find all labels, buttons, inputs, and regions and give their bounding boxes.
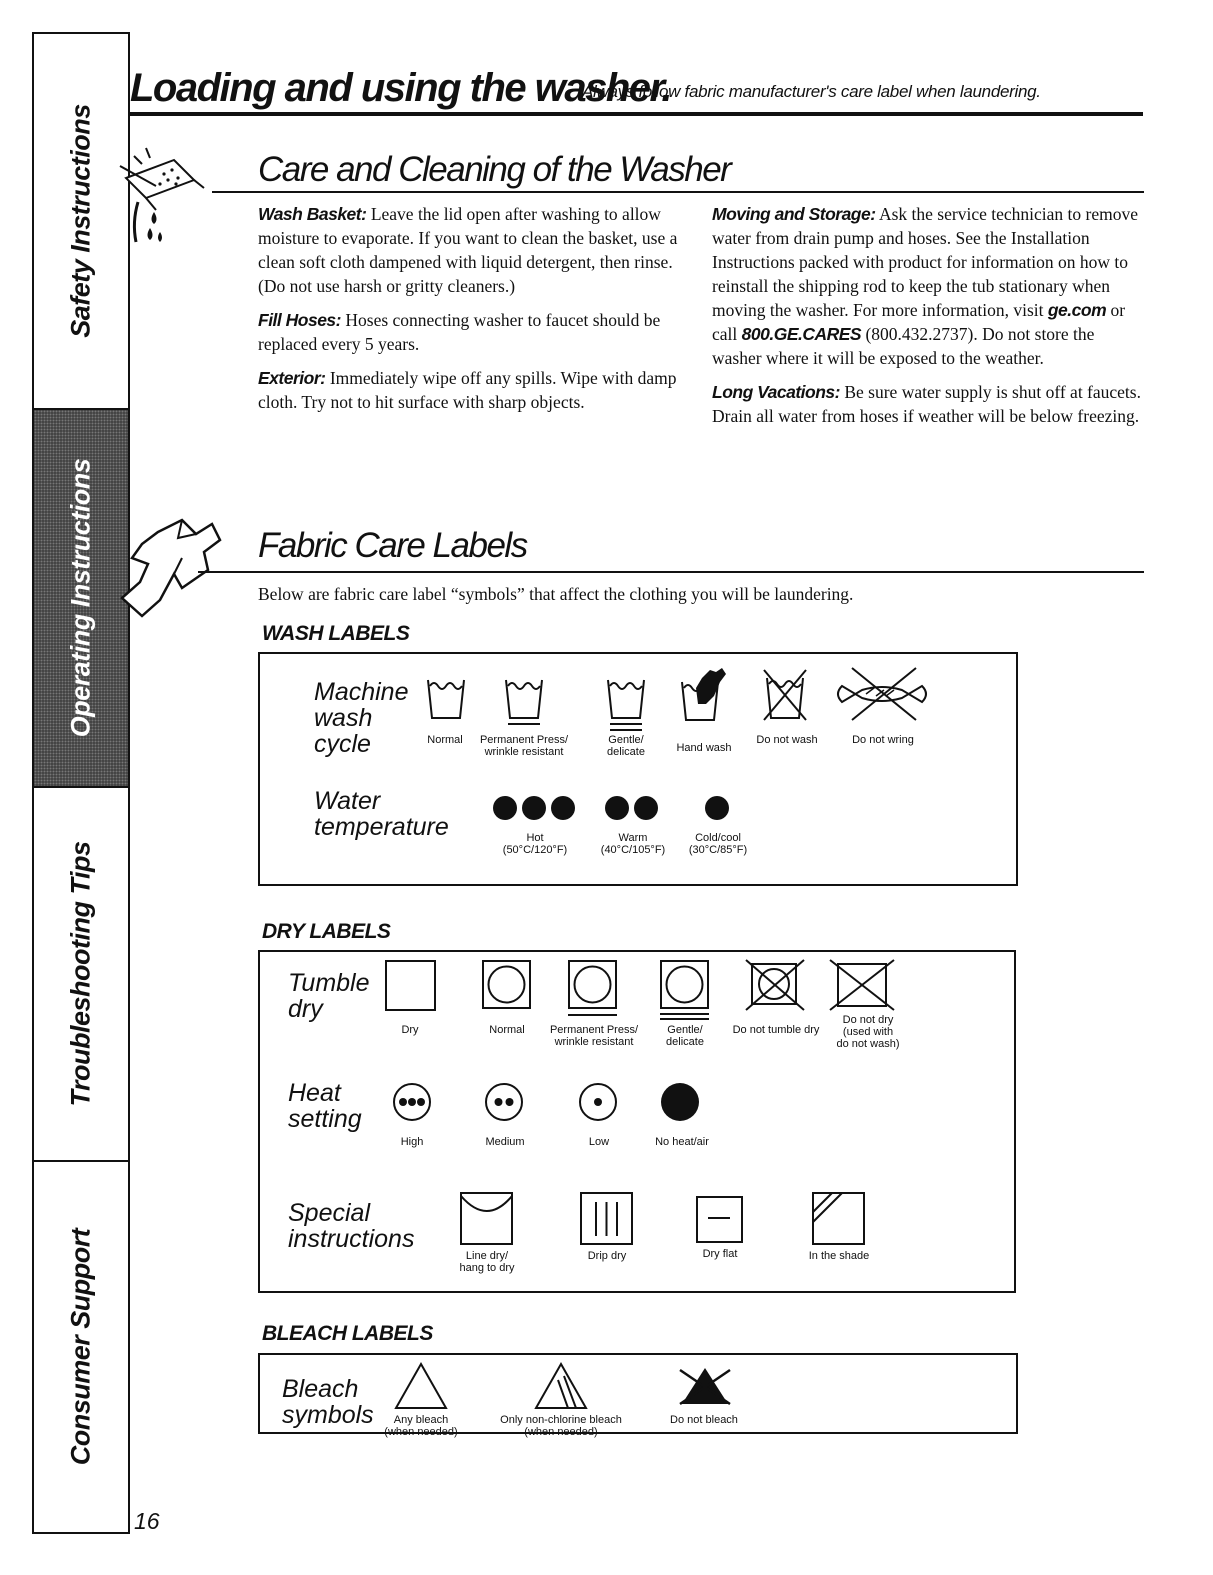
caption-do-not-dry: Do not dry (used with do not wash) — [836, 1014, 900, 1050]
caption-line-dry: Line dry/ hang to dry — [459, 1250, 515, 1274]
header-rule — [130, 112, 1143, 116]
care-right-column: Moving and Storage: Ask the service technician to remove water from drain pump and hoses. See the Installation Instructions packed with product for information on how to reinstall the shipping rod to keep the tub stationary when moving the washer. For more information, visit ge.com or call 800.GE.CARES (800.432.2737). Do not store the washer where it will be exposed to the weather. Long Vacations: Be sure water supply is shut off at faucets. Drain all water from hoses if weather will be below freezing. — [712, 204, 1141, 426]
caption-gentle: Gentle/ delicate — [607, 734, 645, 758]
care-left-column: Wash Basket: Leave the lid open after washing to allow moisture to evaporate. If you want to clean the basket, use a clean soft cloth dampened with liquid detergent, then rinse. (Do not use harsh or gritty cleaners.) Fill Hoses: Hoses connecting washer to faucet should be replaced every 5 years. Exterior: Immediately wipe off any spills. Wipe with damp cloth. Try not to hit surface with sharp objects. — [258, 204, 678, 412]
caption-tumble-permanent-press: Permanent Press/ wrinkle resistant — [549, 1024, 639, 1048]
heat-setting-label: Heat setting — [288, 1079, 362, 1133]
page-number: 16 — [134, 1508, 160, 1534]
heat-low-icon — [578, 1082, 620, 1124]
wash-labels-heading: WASH LABELS — [262, 622, 410, 645]
caption-no-heat: No heat/air — [655, 1136, 709, 1148]
dry-flat-icon — [696, 1196, 744, 1244]
section-rule — [198, 571, 1144, 573]
section-rule — [212, 191, 1144, 193]
cleaning-sponge-icon — [116, 140, 206, 250]
caption-tumble-gentle: Gentle/ delicate — [666, 1024, 704, 1048]
caption-dry: Dry — [401, 1024, 419, 1036]
caption-in-the-shade: In the shade — [808, 1250, 870, 1262]
non-chlorine-bleach-icon — [534, 1362, 588, 1410]
caption-low: Low — [588, 1136, 610, 1148]
do-not-bleach-icon — [676, 1364, 734, 1408]
hot-water-icon — [492, 794, 578, 824]
warm-water-icon — [604, 794, 660, 824]
heat-medium-icon — [484, 1082, 526, 1124]
caption-any-bleach: Any bleach (when needed) — [384, 1414, 458, 1438]
caption-do-not-wash: Do not wash — [756, 734, 818, 746]
do-not-tumble-dry-icon — [746, 960, 806, 1012]
caption-do-not-bleach: Do not bleach — [670, 1414, 738, 1426]
tumble-permanent-press-icon — [568, 960, 618, 1018]
caption-drip-dry: Drip dry — [587, 1250, 627, 1262]
caption-permanent-press: Permanent Press/ wrinkle resistant — [479, 734, 569, 758]
caption-do-not-wring: Do not wring — [852, 734, 914, 746]
caption-medium: Medium — [485, 1136, 525, 1148]
heat-high-icon — [392, 1082, 434, 1124]
wash-normal-icon — [426, 676, 466, 722]
tab-troubleshooting-tips[interactable]: Troubleshooting Tips — [34, 788, 128, 1162]
caption-hand-wash: Hand wash — [676, 742, 732, 754]
cold-water-icon — [704, 794, 732, 824]
do-not-wring-icon — [836, 664, 932, 724]
caption-cold: Cold/cool (30°C/85°F) — [688, 832, 748, 856]
section-title-care-cleaning: Care and Cleaning of the Washer — [258, 150, 731, 189]
bleach-labels-heading: BLEACH LABELS — [262, 1322, 433, 1345]
tumble-gentle-icon — [660, 960, 710, 1022]
no-heat-icon — [660, 1082, 702, 1124]
tab-safety-instructions[interactable]: Safety Instructions — [34, 34, 128, 410]
shirt-icon — [112, 504, 222, 624]
page-subtitle: Always follow fabric manufacturer's care label when laundering. — [582, 82, 1041, 101]
sidebar-nav — [32, 32, 130, 1534]
dry-in-shade-icon — [812, 1192, 866, 1246]
drip-dry-icon — [580, 1192, 634, 1246]
wash-gentle-icon — [606, 676, 646, 734]
special-instructions-label: Special instructions — [288, 1199, 415, 1253]
caption-high: High — [400, 1136, 424, 1148]
tumble-dry-label: Tumble dry — [288, 969, 370, 1023]
tab-consumer-support[interactable]: Consumer Support — [65, 1228, 96, 1466]
tumble-normal-icon — [482, 960, 532, 1010]
do-not-wash-icon — [762, 668, 808, 724]
caption-warm: Warm (40°C/105°F) — [600, 832, 666, 856]
do-not-dry-icon — [830, 960, 896, 1012]
caption-hot: Hot (50°C/120°F) — [502, 832, 568, 856]
caption-do-not-tumble-dry: Do not tumble dry — [732, 1024, 820, 1036]
bleach-symbols-label: Bleach symbols — [282, 1375, 374, 1429]
line-dry-icon — [460, 1192, 514, 1246]
caption-non-chlorine-bleach: Only non-chlorine bleach (when needed) — [500, 1414, 622, 1438]
any-bleach-icon — [394, 1362, 448, 1410]
machine-wash-label: Machine wash cycle — [314, 678, 409, 758]
tab-operating-instructions[interactable]: Operating Instructions — [34, 410, 128, 788]
fabric-care-intro: Below are fabric care label “symbols” that affect the clothing you will be laundering. — [258, 584, 854, 604]
caption-normal: Normal — [427, 734, 463, 746]
page-title: Loading and using the washer. — [130, 66, 672, 110]
section-title-fabric-care: Fabric Care Labels — [258, 526, 527, 565]
wash-permanent-press-icon — [504, 676, 544, 728]
tumble-dry-icon — [385, 960, 437, 1012]
caption-dry-flat: Dry flat — [702, 1248, 738, 1260]
ge-link[interactable]: ge.com — [1047, 300, 1107, 320]
water-temperature-label: Water temperature — [314, 787, 449, 841]
hand-wash-icon — [680, 668, 730, 724]
dry-labels-heading: DRY LABELS — [262, 920, 391, 943]
caption-tumble-normal: Normal — [489, 1024, 525, 1036]
